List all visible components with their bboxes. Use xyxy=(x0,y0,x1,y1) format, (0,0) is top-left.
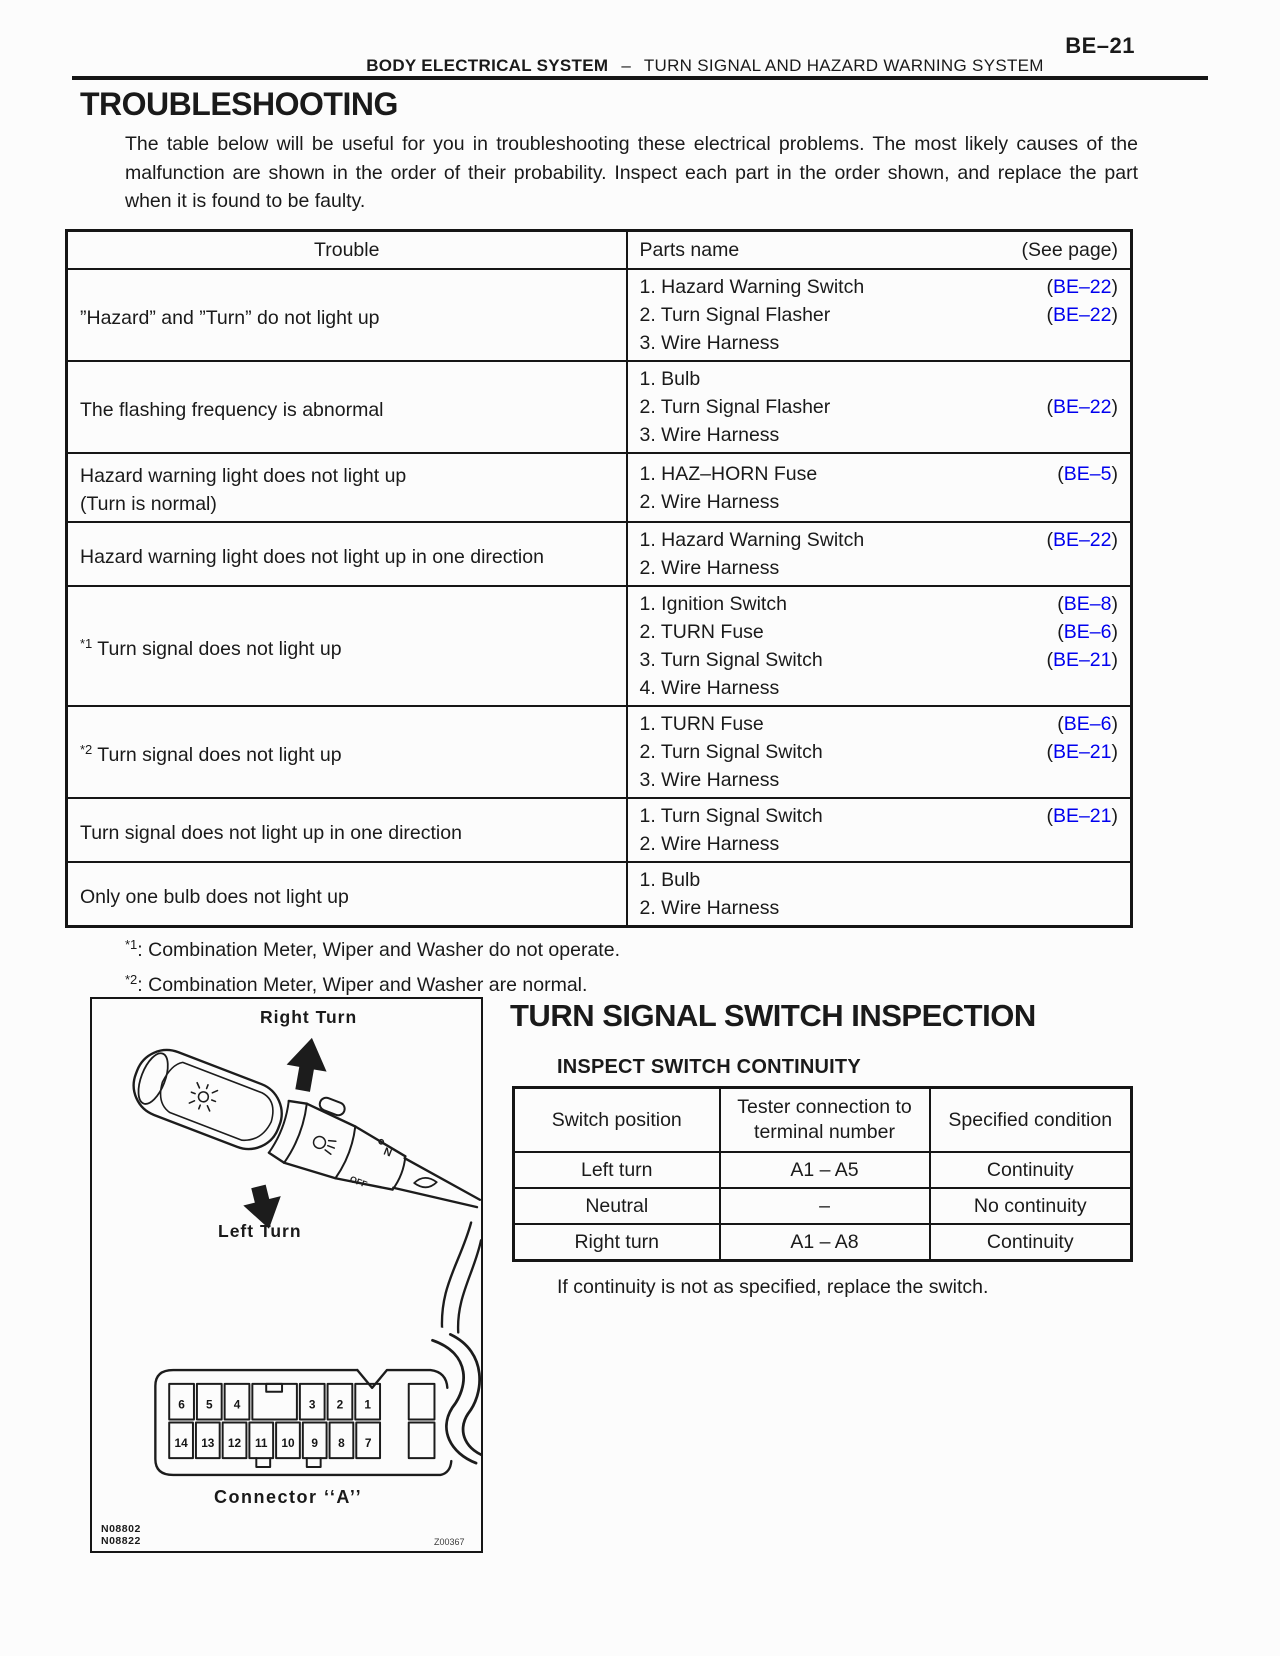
footnote xyxy=(125,965,620,1000)
pin-number: 4 xyxy=(233,1397,241,1412)
trouble-text: Hazard warning light does not light up in one direction xyxy=(80,545,544,568)
terminals-cell: A1 – A5 xyxy=(720,1152,930,1188)
part-line xyxy=(640,710,1119,738)
pin-number: 7 xyxy=(364,1436,372,1451)
footnotes xyxy=(125,930,620,1000)
see-page-ref: (BE–5) xyxy=(1057,462,1118,485)
page-title: TROUBLESHOOTING xyxy=(80,86,398,122)
footnote-marker: *1 xyxy=(125,937,138,952)
see-page-ref: (BE–21) xyxy=(1046,741,1118,763)
table-row xyxy=(67,453,1132,522)
paren-open: ( xyxy=(1046,276,1053,298)
table-header-row xyxy=(514,1088,1132,1153)
trouble-text: Hazard warning light does not light up xyxy=(80,465,407,487)
col-header-parts-name: Parts name xyxy=(639,238,740,261)
page-link[interactable]: BE–22 xyxy=(1052,276,1112,298)
see-page-ref: (BE–6) xyxy=(1057,713,1118,735)
right-turn-label: Right Turn xyxy=(260,1007,358,1027)
part-line xyxy=(640,554,1119,582)
part-line xyxy=(640,738,1119,766)
table-row xyxy=(67,798,1132,862)
col-header-tester-connection: Tester connection to terminal number xyxy=(720,1088,930,1153)
part-line xyxy=(640,329,1119,357)
terminals-cell: A1 – A8 xyxy=(720,1224,930,1261)
trouble-cell xyxy=(67,361,627,453)
n-position-glyph: N xyxy=(381,1145,394,1160)
trouble-cell xyxy=(67,522,627,586)
condition-cell: Continuity xyxy=(930,1152,1132,1188)
condition-cell: Continuity xyxy=(930,1224,1132,1261)
part-name: 3. Turn Signal Switch xyxy=(639,649,823,671)
switch-figure xyxy=(90,997,483,1553)
footnote-marker: *2 xyxy=(80,741,93,757)
connector-a-label: Connector ‘‘A’’ xyxy=(214,1487,363,1507)
col-header-specified-condition: Specified condition xyxy=(930,1088,1132,1153)
pin-number: 12 xyxy=(227,1436,242,1451)
header-rule xyxy=(72,76,1208,80)
see-page-ref: (BE–21) xyxy=(1046,649,1118,671)
connector-cable xyxy=(432,1334,481,1465)
part-name: 2. Turn Signal Switch xyxy=(639,741,823,763)
see-page-ref: (BE–8) xyxy=(1057,593,1118,615)
part-line xyxy=(640,894,1119,922)
part-line xyxy=(640,526,1119,554)
table-row xyxy=(514,1152,1132,1188)
part-name: 1. Ignition Switch xyxy=(639,593,787,615)
page-link[interactable]: BE–22 xyxy=(1052,304,1112,326)
footnote-marker: *1 xyxy=(80,635,93,651)
col-header-switch-position: Switch position xyxy=(514,1088,720,1153)
left-turn-label: Left Turn xyxy=(218,1221,302,1241)
off-position-glyph: OFF xyxy=(348,1173,369,1190)
parts-cell xyxy=(627,798,1132,862)
trouble-text: Turn signal does not light up in one direction xyxy=(80,821,462,844)
part-line xyxy=(640,674,1119,702)
switch-position-cell: Left turn xyxy=(514,1152,720,1188)
switch-position-cell: Neutral xyxy=(514,1188,720,1224)
paren-close: ) xyxy=(1111,276,1118,298)
see-page-ref: (BE–21) xyxy=(1046,805,1118,827)
harness-wires xyxy=(442,1223,481,1335)
inspection-note: If continuity is not as specified, replace the switch. xyxy=(557,1276,989,1298)
trouble-cell xyxy=(67,798,627,862)
part-line xyxy=(640,421,1119,449)
part-name: 2. Wire Harness xyxy=(639,833,780,855)
pin-number: 10 xyxy=(281,1436,295,1451)
figure-code-small: Z00367 xyxy=(434,1537,465,1547)
see-page-ref: (BE–22) xyxy=(1046,396,1118,418)
wiper-lever-glyph xyxy=(414,1174,437,1192)
part-name: 2. TURN Fuse xyxy=(639,621,764,643)
headlight-symbol xyxy=(311,1134,336,1155)
figure-code: N08822 xyxy=(101,1535,141,1547)
table-row xyxy=(67,586,1132,706)
pin-number: 11 xyxy=(254,1436,268,1451)
running-head-section: BODY ELECTRICAL SYSTEM xyxy=(366,56,609,75)
part-name: 2. Wire Harness xyxy=(639,897,780,919)
part-line xyxy=(640,802,1119,830)
part-name: 1. HAZ–HORN Fuse xyxy=(639,462,818,485)
col-header-trouble: Trouble xyxy=(67,231,627,270)
part-name: 4. Wire Harness xyxy=(639,677,780,699)
parts-cell xyxy=(627,453,1132,522)
troubleshooting-table xyxy=(65,229,1133,928)
table-row xyxy=(514,1188,1132,1224)
part-name: 1. TURN Fuse xyxy=(639,713,764,735)
part-name: 1. Turn Signal Switch xyxy=(639,805,823,827)
part-name: 3. Wire Harness xyxy=(639,332,780,354)
part-name: 3. Wire Harness xyxy=(639,424,780,446)
paren-close: ) xyxy=(1111,304,1118,326)
turn-signal-switch-illustration xyxy=(92,999,481,1551)
trouble-text: Turn signal does not light up xyxy=(97,743,342,766)
footnote xyxy=(125,930,620,965)
trouble-cell xyxy=(67,453,627,522)
trouble-text: ”Hazard” and ”Turn” do not light up xyxy=(80,306,380,329)
table-row xyxy=(67,862,1132,927)
part-name: 1. Hazard Warning Switch xyxy=(639,276,865,298)
trouble-cell xyxy=(67,586,627,706)
trouble-text: The flashing frequency is abnormal xyxy=(80,398,384,421)
continuity-table xyxy=(512,1086,1133,1262)
paren-open: ( xyxy=(1046,304,1053,326)
part-line xyxy=(640,590,1119,618)
pin-number: 1 xyxy=(364,1397,371,1412)
part-name: 2. Wire Harness xyxy=(639,490,780,513)
part-line xyxy=(640,766,1119,794)
up-arrow xyxy=(283,1034,332,1094)
trouble-text: Only one bulb does not light up xyxy=(80,885,349,908)
part-line xyxy=(640,460,1119,488)
see-page-ref: (BE–6) xyxy=(1057,621,1118,643)
figure-codes xyxy=(101,1523,141,1547)
table-row xyxy=(67,706,1132,798)
pin-number: 8 xyxy=(338,1436,345,1451)
condition-cell: No continuity xyxy=(930,1188,1132,1224)
table-row xyxy=(67,522,1132,586)
part-name: 1. Bulb xyxy=(639,368,701,390)
parts-cell xyxy=(627,522,1132,586)
col-header-parts xyxy=(627,231,1132,270)
table-row xyxy=(514,1224,1132,1261)
part-name: 1. Bulb xyxy=(639,869,701,891)
part-name: 1. Hazard Warning Switch xyxy=(639,529,865,551)
part-line xyxy=(640,646,1119,674)
trouble-cell xyxy=(67,269,627,361)
pin-number: 13 xyxy=(201,1436,215,1451)
see-page-ref xyxy=(1046,301,1118,329)
trouble-text: Turn signal does not light up xyxy=(97,637,342,660)
parts-cell xyxy=(627,862,1132,927)
part-line xyxy=(640,618,1119,646)
part-name: 2. Wire Harness xyxy=(639,557,780,579)
trouble-cell xyxy=(67,862,627,927)
running-head-subsection: TURN SIGNAL AND HAZARD WARNING SYSTEM xyxy=(643,56,1044,75)
parts-cell xyxy=(627,269,1132,361)
part-line xyxy=(640,393,1119,421)
part-name: 3. Wire Harness xyxy=(639,769,780,791)
part-line xyxy=(640,488,1119,516)
part-line xyxy=(640,301,1119,329)
part-name: 2. Turn Signal Flasher xyxy=(639,396,831,418)
intro-paragraph: The table below will be useful for you in troubleshooting these electrical problems. The most likely causes of the malfunction are shown in the order of their probability. Inspect each part in the order shown, and replace the part when it is found to be faulty. xyxy=(125,133,1138,212)
part-name: 2. Turn Signal Flasher xyxy=(639,304,831,326)
parts-cell xyxy=(627,361,1132,453)
running-head-dash: – xyxy=(621,56,631,75)
pin-number: 5 xyxy=(205,1397,213,1412)
see-page-ref: (BE–22) xyxy=(1046,529,1118,551)
trouble-text-2: (Turn is normal) xyxy=(80,493,217,515)
terminals-cell: – xyxy=(720,1188,930,1224)
parts-cell xyxy=(627,586,1132,706)
footnote-text: : Combination Meter, Wiper and Washer do not operate. xyxy=(137,939,620,961)
see-page-ref xyxy=(1046,273,1118,301)
inspection-subtitle: INSPECT SWITCH CONTINUITY xyxy=(557,1056,861,1078)
part-line xyxy=(640,866,1119,894)
part-line xyxy=(640,830,1119,858)
pin-number: 14 xyxy=(174,1436,188,1451)
figure-code: N08802 xyxy=(101,1523,141,1535)
inspection-title: TURN SIGNAL SWITCH INSPECTION xyxy=(510,998,1036,1033)
running-head xyxy=(130,56,1280,76)
page-number: BE–21 xyxy=(1065,33,1135,58)
table-row xyxy=(67,361,1132,453)
switch-position-cell: Right turn xyxy=(514,1224,720,1261)
table-row xyxy=(67,269,1132,361)
table-header-row xyxy=(67,231,1132,270)
footnote-text: : Combination Meter, Wiper and Washer are normal. xyxy=(137,974,588,996)
pin-number: 9 xyxy=(311,1436,319,1451)
pin-number: 6 xyxy=(178,1397,185,1412)
trouble-cell xyxy=(67,706,627,798)
footnote-marker: *2 xyxy=(125,972,138,987)
parts-cell xyxy=(627,706,1132,798)
part-line xyxy=(640,365,1119,393)
pin-number: 2 xyxy=(336,1397,344,1412)
part-line xyxy=(640,273,1119,301)
pin-number: 3 xyxy=(308,1397,316,1412)
col-header-see-page: (See page) xyxy=(1021,238,1118,261)
